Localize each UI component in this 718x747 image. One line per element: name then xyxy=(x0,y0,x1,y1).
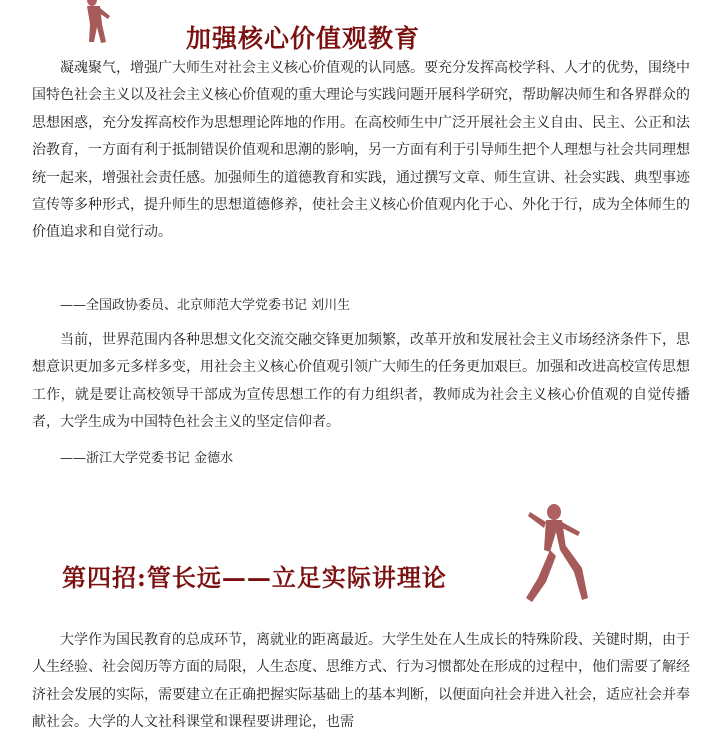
paragraph: 当前，世界范围内各种思想文化交流交融交锋更加频繁，改革开放和发展社会主义市场经济条件下，思想意识更加多元多样多变，用社会主义核心价值观引领广大师生的任务更加艰巨。加强和改进高校宣传思想工作，就是要让高校领导干部成为宣传思想工作的有力组织者，教师成为社会主义核心价值观的自觉传播者，大学生成为中国特色社会主义的坚定信仰者。 xyxy=(32,332,690,431)
kungfu-figure-icon xyxy=(516,498,596,608)
section-heading: 第四招:管长远——立足实际讲理论 xyxy=(62,562,447,592)
section-heading: 加强核心价值观教育 xyxy=(186,23,421,53)
paragraph: 大学作为国民教育的总成环节，离就业的距离最近。大学生处在人生成长的特殊阶段、关键时期，由于人生经验、社会阅历等方面的局限，人生态度、思维方式、行为习惯都处在形成的过程中，他们需要了解经济社会发展的实际，需要建立在正确把握实际基础上的基本判断，以便面向社会并进入社会，适应社会并奉献社会。大学的人文社科课堂和课程要讲理论，也需 xyxy=(32,632,690,731)
quote-attribution: ——浙江大学党委书记 金德水 xyxy=(60,451,234,466)
quote-attribution: ——全国政协委员、北京师范大学党委书记 刘川生 xyxy=(60,298,351,313)
running-figure-icon xyxy=(80,0,114,46)
paragraph: 凝魂聚气，增强广大师生对社会主义核心价值观的认同感。要充分发挥高校学科、人才的优势，围绕中国特色社会主义以及社会主义核心价值观的重大理论与实践问题开展科学研究，帮助解决师生和各界群众的思想困惑，充分发挥高校作为思想理论阵地的作用。在高校师生中广泛开展社会主义自由、民主、公正和法治教育，一方面有利于抵制错误价值观和思潮的影响，另一方面有利于引导师生把个人理想与社会共同理想统一起来，增强社会责任感。加强师生的道德教育和实践，通过撰写文章、师生宣讲、社会实践、典型事迹宣传等多种形式，提升师生的思想道德修养，使社会主义核心价值观内化于心、外化于行，成为全体师生的价值追求和自觉行动。 xyxy=(32,60,690,241)
